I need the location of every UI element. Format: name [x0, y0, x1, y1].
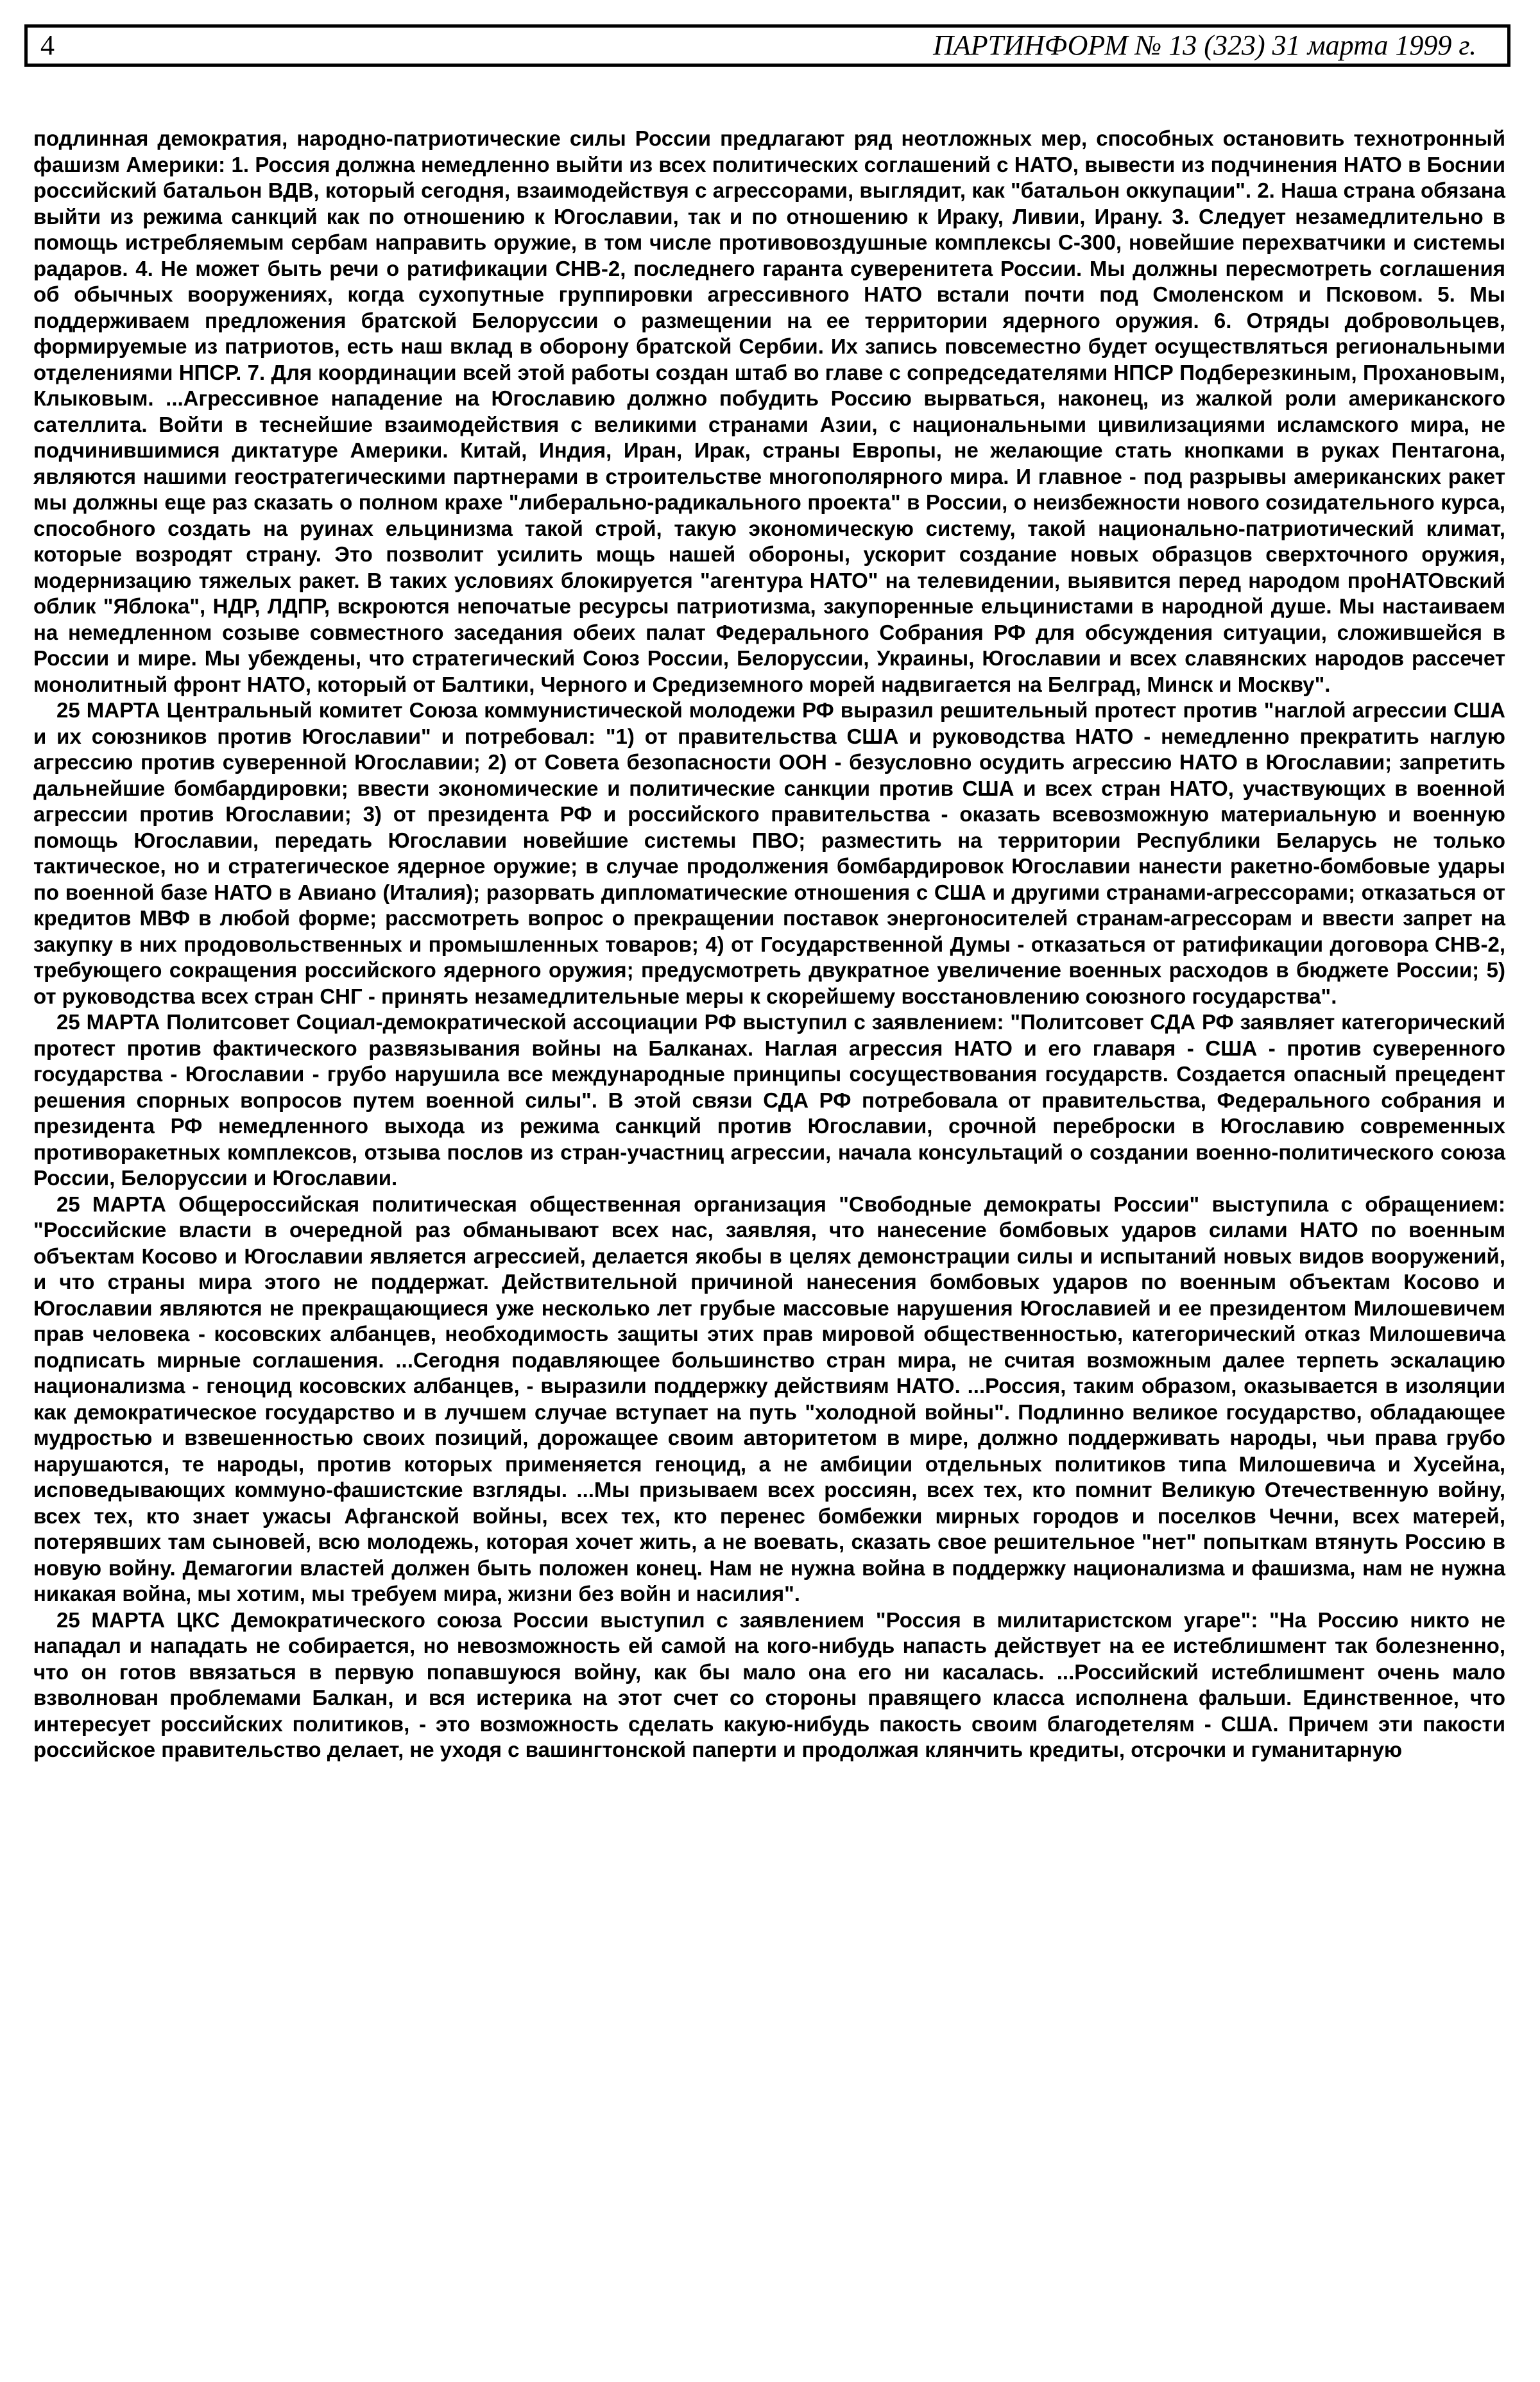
article-body — [33, 126, 1505, 1763]
paragraph-skm-statement: 25 МАРТА Центральный комитет Союза коммунистической молодежи РФ выразил решительный протест против "наглой агрессии США и их союзников против Югославии" и потребовал: "1) от правительства США и руководства НАТО - немедленно прекратить наглую агрессию против суверенной Югославии; 2) от Совета безопасности ООН - безусловно осудить агрессию НАТО в Югославии; запретить дальнейшие бомбардировки; ввести экономические и политические санкции против США и всех стран НАТО, участвующих в военной агрессии против Югославии; 3) от президента РФ и российского правительства - оказать всевозможную материальную и военную помощь Югославии, передать Югославии новейшие системы ПВО; разместить на территории Республики Беларусь не только тактическое, но и стратегическое ядерное оружие; в случае продолжения бомбардировок Югославии нанести ракетно-бомбовые удары по военной базе НАТО в Авиано (Италия); разорвать дипломатические отношения с США и другими странами-агрессорами; отказаться от кредитов МВФ в любой форме; рассмотреть вопрос о прекращении поставок энергоносителей странам-агрессорам и ввести запрет на закупку в них продовольственных и промышленных товаров; 4) от Государственной Думы - отказаться от ратификации договора СНВ-2, требующего сокращения российского ядерного оружия; предусмотреть двукратное увеличение военных расходов в бюджете России; 5) от руководства всех стран СНГ - принять незамедлительные меры к скорейшему восстановлению союзного государства". — [33, 698, 1505, 1008]
issue-line: ПАРТИНФОРМ № 13 (323) 31 марта 1999 г. — [933, 30, 1476, 61]
paragraph-democratic-union-statement: 25 МАРТА ЦКС Демократического союза России выступил с заявлением "Россия в милитаристском угаре": "На Россию никто не нападал и нападать не собирается, но невозможность ей самой на кого-нибудь напасть действует на ее истеблишмент так болезненно, что он готов ввязаться в первую попавшуюся войну, как бы мало она его ни касалась. ...Российский истеблишмент очень мало взволнован проблемами Балкан, и вся истерика на этот счет со стороны правящего класса исполнена фальши. Единственное, что интересует российских политиков, - это возможность сделать какую-нибудь пакость своим благодетелям - США. Причем эти пакости российское правительство делает, не уходя с вашингтонской паперти и продолжая клянчить кредиты, отсрочки и гуманитарную — [33, 1607, 1505, 1761]
page-number: 4 — [40, 30, 55, 61]
paragraph-sda-statement: 25 МАРТА Политсовет Социал-демократической ассоциации РФ выступил с заявлением: "Политсовет СДА РФ заявляет категорический протест против фактического развязывания войны на Балканах. Наглая агрессия НАТО и его главаря - США - против суверенного государства - Югославии - грубо нарушила все международные принципы сосуществования государств. Создается опасный прецедент решения спорных вопросов путем военной силы". В этой связи СДА РФ потребовала от правительства, Федерального собрания и президента РФ немедленного выхода из режима санкций против Югославии, срочной переброски в Югославию современных противоракетных комплексов, отзыва послов из стран-участниц агрессии, начала консультаций о создании военно-политического союза России, Белоруссии и Югославии. — [33, 1010, 1505, 1190]
paragraph-free-democrats-statement: 25 МАРТА Общероссийская политическая общественная организация "Свободные демократы России" выступила с обращением: "Российские власти в очередной раз обманывают всех нас, заявляя, что нанесение бомбовых ударов силами НАТО по военным объектам Косово и Югославии является агрессией, делается якобы в целях демонстрации силы и испытаний новых видов вооружений, и что страны мира этого не поддержат. Действительной причиной нанесения бомбовых ударов по военным объектам Косово и Югославии являются не прекращающиеся уже несколько лет грубые массовые нарушения Югославией и ее президентом Милошевичем прав человека - косовских албанцев, необходимость защиты этих прав мировой общественностью, категорический отказ Милошевича подписать мирные соглашения. ...Сегодня подавляющее большинство стран мира, не считая возможным далее терпеть эскалацию национализма - геноцид косовских албанцев, - выразили поддержку действиям НАТО. ...Россия, таким образом, оказывается в изоляции как демократическое государство и в лучшем случае вступает на путь "холодной войны". Подлинно великое государство, обладающее мудростью и взвешенностью своих позиций, дорожащее своим авторитетом в мире, должно поддерживать народы, чьи права грубо нарушаются, те народы, против которых применяется геноцид, а не амбиции отдельных политиков типа Милошевича и Хусейна, исповедывающих коммуно-фашистские взгляды. ...Мы призываем всех россиян, всех тех, кто помнит Великую Отечественную войну, всех тех, кто знает ужасы Афганской войны, всех тех, кто перенес бомбежки мирных городов и поселков Чечни, всех матерей, потерявших там сыновей, всю молодежь, которая хочет жить, а не воевать, сказать свое решительное "нет" попыткам втянуть Россию в новую войну. Демагогии властей должен быть положен конец. Нам не нужна война в поддержку национализма и фашизма, нам не нужна никакая война, мы хотим, мы требуем мира, жизни без войн и насилия". — [33, 1192, 1505, 1606]
running-header — [24, 24, 1510, 67]
paragraph-npsr-proposals: подлинная демократия, народно-патриотические силы России предлагают ряд неотложных мер, способных остановить технотронный фашизм Америки: 1. Россия должна немедленно выйти из всех политических соглашений с НАТО, вывести из подчинения НАТО в Боснии российский батальон ВДВ, который сегодня, взаимодействуя с агрессорами, выглядит, как "батальон оккупации". 2. Наша страна обязана выйти из режима санкций как по отношению к Югославии, так и по отношению к Ираку, Ливии, Ирану. 3. Следует незамедлительно в помощь истребляемым сербам направить оружие, в том числе противовоздушные комплексы С-300, новейшие перехватчики и системы радаров. 4. Не может быть речи о ратификации СНВ-2, последнего гаранта суверенитета России. Мы должны пересмотреть соглашения об обычных вооружениях, когда сухопутные группировки агрессивного НАТО встали почти под Смоленском и Псковом. 5. Мы поддерживаем предложения братской Белоруссии о размещении на ее территории ядерного оружия. 6. Отряды добровольцев, формируемые из патриотов, есть наш вклад в оборону братской Сербии. Их запись повсеместно будет осуществляться региональными отделениями НПСР. 7. Для координации всей этой работы создан штаб во главе с сопредседателями НПСР Подберезкиным, Прохановым, Клыковым. ...Агрессивное нападение на Югославию должно побудить Россию вырваться, наконец, из жалкой роли американского сателлита. Войти в теснейшие взаимодействия с великими странами Азии, с национальными цивилизациями исламского мира, не подчинившимися диктатуре Америки. Китай, Индия, Иран, Ирак, страны Европы, не желающие стать кнопками в руках Пентагона, являются нашими геостратегическими партнерами в строительстве многополярного мира. И главное - под разрывы американских ракет мы должны еще раз сказать о полном крахе "либерально-радикального проекта" в России, о неизбежности нового созидательного курса, способного создать на руинах ельцинизма такой строй, такую экономическую систему, такой национально-патриотический климат, которые возродят страну. Это позволит усилить мощь нашей обороны, ускорит создание новых образцов сверхточного оружия, модернизацию тяжелых ракет. В таких условиях блокируется "агентура НАТО" на телевидении, выявится перед народом проНАТОвский облик "Яблока", НДР, ЛДПР, вскроются непочатые ресурсы патриотизма, закупоренные ельцинистами в народной душе. Мы настаиваем на немедленном созыве совместного заседания обеих палат Федерального Собрания РФ для обсуждения ситуации, сложившейся в России и мире. Мы убеждены, что стратегический Союз России, Белоруссии, Украины, Югославии и всех славянских народов рассечет монолитный фронт НАТО, который от Балтики, Черного и Средиземного морей надвигается на Белград, Минск и Москву". — [33, 126, 1505, 696]
